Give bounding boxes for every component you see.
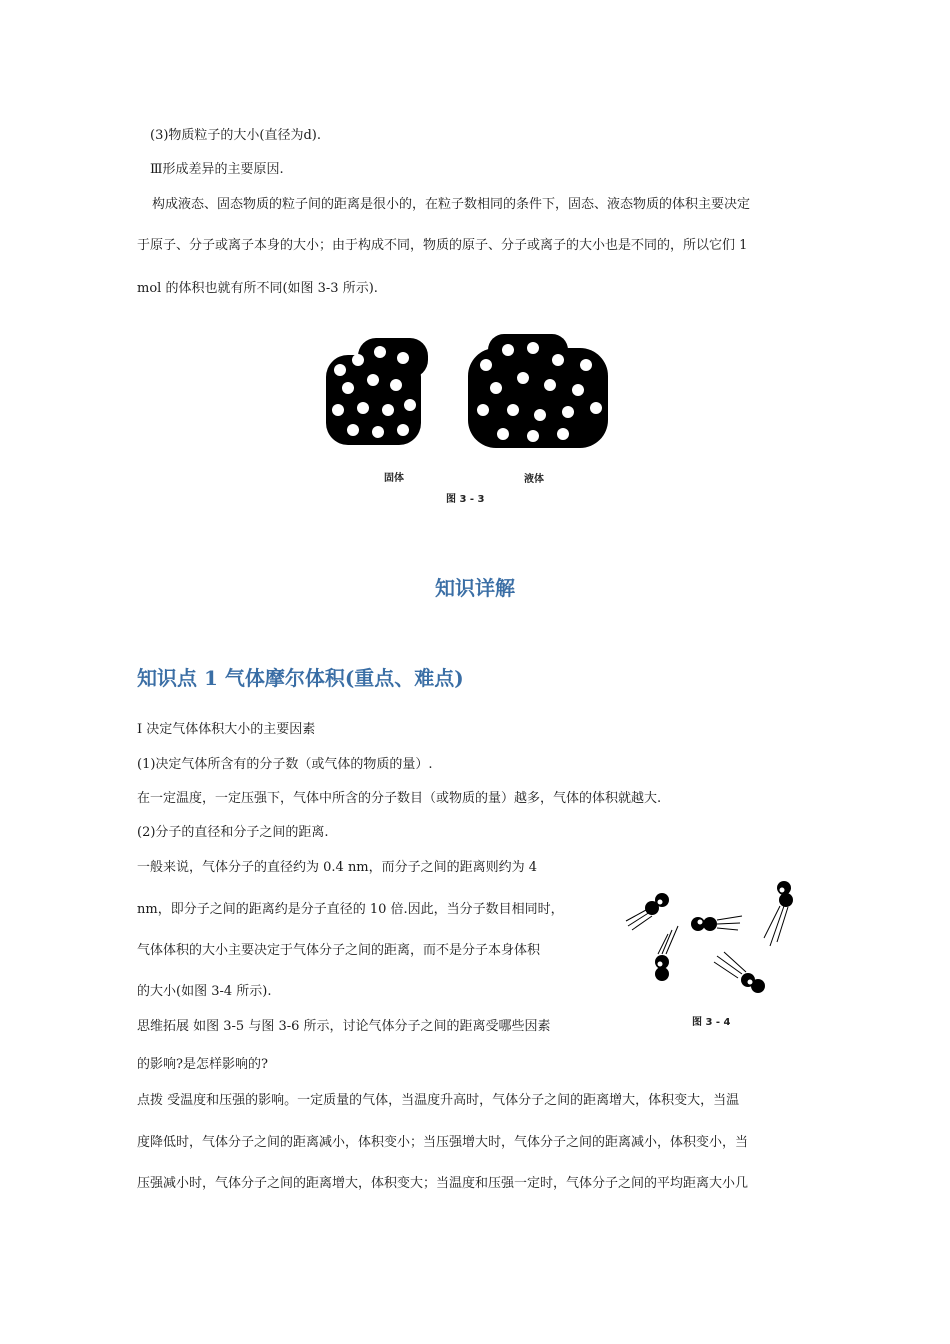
paragraph-line: 一般来说，气体分子的直径约为 0.4 nm，而分子之间的距离则约为 4 bbox=[137, 860, 538, 875]
gas-molecule bbox=[764, 881, 793, 946]
paragraph-line: 气体体积的大小主要决定于气体分子之间的距离，而不是分子本身体积 bbox=[137, 943, 541, 958]
paragraph-line: Ⅰ 决定气体体积大小的主要因素 bbox=[137, 722, 316, 737]
paragraph-line: (2)分子的直径和分子之间的距离. bbox=[137, 825, 329, 840]
section-title: 知识详解 bbox=[435, 576, 515, 600]
gas-molecule bbox=[626, 893, 669, 930]
gas-molecule bbox=[691, 916, 742, 931]
paragraph-line: 度降低时，气体分子之间的距离减小，体积变小；当压强增大时，气体分子之间的距离减小，体积变小，当 bbox=[137, 1135, 749, 1150]
point-title: 知识点 1 气体摩尔体积(重点、难点) bbox=[137, 666, 464, 690]
particle-diagram bbox=[318, 330, 618, 465]
paragraph-line: 点拨 受温度和压强的影响。一定质量的气体，当温度升高时，气体分子之间的距离增大，体积变大，当温 bbox=[137, 1093, 740, 1108]
liquid-particles bbox=[468, 334, 608, 448]
paragraph-line: 于原子、分子或离子本身的大小；由于构成不同，物质的原子、分子或离子的大小也是不同的，所以它们 1 bbox=[137, 238, 748, 253]
gas-molecules-diagram bbox=[622, 876, 817, 1001]
paragraph-line: (3)物质粒子的大小(直径为d). bbox=[150, 128, 322, 143]
gas-molecule bbox=[714, 952, 765, 993]
solid-label: 固体 bbox=[384, 473, 404, 484]
paragraph-line: (1)决定气体所含有的分子数（或气体的物质的量）. bbox=[137, 757, 433, 772]
paragraph-line: 的大小(如图 3-4 所示). bbox=[137, 984, 272, 999]
paragraph-line: nm，即分子之间的距离约是分子直径的 10 倍.因此，当分子数目相同时， bbox=[137, 902, 564, 917]
solid-particles bbox=[326, 338, 428, 445]
paragraph-line: 构成液态、固态物质的粒子间的距离是很小的，在粒子数相同的条件下，固态、液态物质的体积主要决定 bbox=[152, 197, 751, 212]
paragraph-line: Ⅲ形成差异的主要原因. bbox=[150, 162, 284, 177]
gas-molecule bbox=[655, 926, 678, 981]
figure-caption: 图 3 - 4 bbox=[692, 1017, 731, 1028]
paragraph-line: 在一定温度，一定压强下，气体中所含的分子数目（或物质的量）越多，气体的体积就越大. bbox=[137, 791, 662, 806]
paragraph-line: mol 的体积也就有所不同(如图 3-3 所示). bbox=[137, 281, 378, 296]
liquid-label: 液体 bbox=[524, 474, 544, 485]
paragraph-line: 压强减小时，气体分子之间的距离增大，体积变大；当温度和压强一定时，气体分子之间的平均距离大小几 bbox=[137, 1176, 749, 1191]
figure-caption: 图 3 - 3 bbox=[446, 494, 485, 505]
paragraph-line: 的影响?是怎样影响的? bbox=[137, 1057, 268, 1072]
paragraph-line: 思维拓展 如图 3-5 与图 3-6 所示，讨论气体分子之间的距离受哪些因素 bbox=[137, 1019, 551, 1034]
